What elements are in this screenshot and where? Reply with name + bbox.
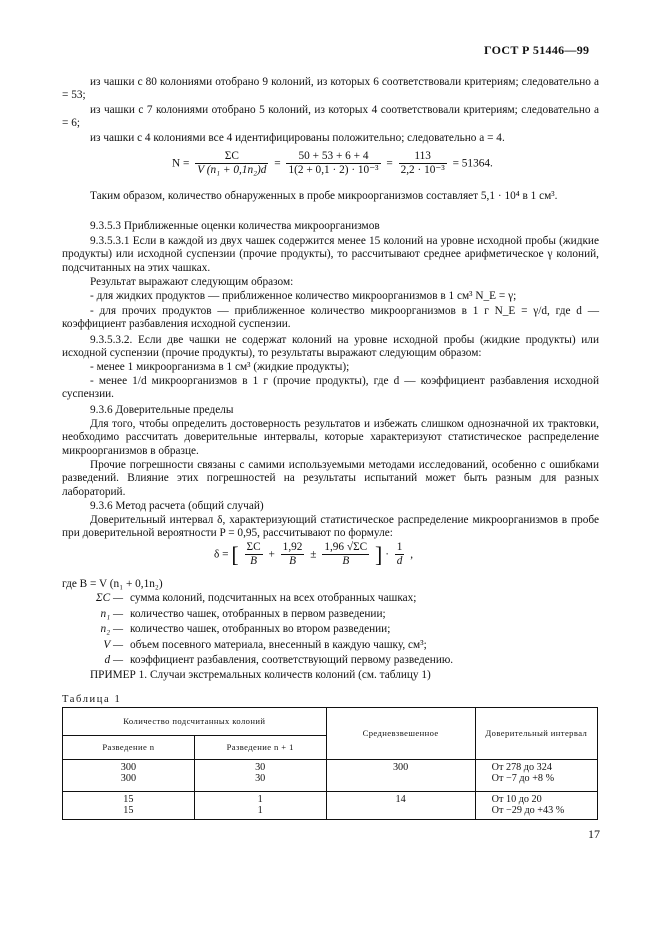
table-cell: 300 [326,760,475,792]
definition-row: V — объем посевного материала, внесенный в каждую чашку, см³; [103,638,427,651]
paragraph: Для того, чтобы определить достоверность результатов и избежать слишком однозначной их трактовки, необходимо рассчитать доверительные интервалы, которые характеризуют статистическое распределение микроорганизмов в образце. [62,418,599,457]
table-cell: 30 30 [194,760,326,792]
table-row [63,792,598,820]
document-header: ГОСТ Р 51446—99 [484,43,590,57]
fraction: $\frac{\Sigma C}{\text{V (n₁ + 0,1n₂)d}}$ [197,150,267,177]
section-heading: 9.3.6 Доверительные пределы [90,404,234,416]
formula-where: где B = V (n₁ + 0,1n₂) [62,578,163,590]
table-cell: От 10 до 20 От −29 до +43 % [475,792,597,820]
paragraph: Прочие погрешности связаны с самими используемыми методами исследований, особенно с ошибками разведений. Влияние этих погрешностей на результаты испытаний может быть разным для разных лабораторий. [62,459,599,498]
list-item: - для жидких продуктов — приближенное количество микроорганизмов в 1 см³ N_E = γ; [90,290,517,302]
definition-row: ΣC — сумма колоний, подсчитанных на всех отобранных чашках; [95,592,417,604]
paragraph: из чашки с 80 колониями отобрано 9 колоний, из которых 6 соответствовали критериям; следовательно a = 53; [62,76,599,102]
table-header: Разведение n + 1 [194,736,326,760]
example-label: ПРИМЕР 1. Случаи экстремальных количеств колоний (см. таблицу 1) [90,669,431,681]
table-cell: 15 15 [63,792,195,820]
formula-lhs: N = [172,157,190,170]
table-caption: Таблица 1 [62,694,122,705]
table-header: Доверительный интервал [475,708,597,760]
table-cell: 300 300 [63,760,195,792]
paragraph: Доверительный интервал δ, характеризующий статистическое распределение микроорганизмов в пробе при доверительной вероятности P = 0,95, рассчитывают по формуле: [62,514,599,540]
table-cell: 14 [326,792,475,820]
table-row [63,760,598,792]
definition-row: d — коэффициент разбавления, соответствующий первому разведению. [104,654,454,667]
list-item: - для прочих продуктов — приближенное количество микроорганизмов в 1 г N_E = γ/d, где d — коэффициент разбавления исходной суспензии. [62,305,599,331]
table-cell: От 278 до 324 От −7 до +8 % [475,760,597,792]
formula-result: = 51364. [452,157,493,170]
table-header-group: Количество подсчитанных колоний [63,708,327,736]
formula-lhs: δ = [214,548,229,561]
fraction: $\frac{1,92}{B}$ [282,541,303,568]
definition-row: n₂ — количество чашек, отобранных во втором разведении; [100,623,391,636]
paragraph: Таким образом, количество обнаруженных в пробе микроорганизмов составляет 5,1 · 10⁴ в 1 см³. [90,190,558,202]
formula-delta: δ = [ $\frac{\Sigma C}{B}$ + $\frac{1,92}{B}$ ± $\frac{1,96 √\Sigma C}{B}$ ] · $\frac{1}{d}$ , [214,541,414,568]
formula-n: N = $\frac{\Sigma C}{\text{V (n₁ + 0,1n₂)d}}$ = $\frac{50 + 53 + 6 + 4}{\text{1(2 + 0,1 · 2) · 10⁻³}}$ = $\frac{113}{\text{2,2 · 10⁻³}}$ = 51364. [172,150,493,177]
data-table [62,707,598,820]
table-header: Средневзвешенное [326,708,475,760]
section-heading: 9.3.5.3 Приближенные оценки количества микроорганизмов [90,220,380,232]
paragraph: 9.3.5.3.1 Если в каждой из двух чашек содержится менее 15 колоний на уровне исходной пробы (жидкие продукты) или исходной суспензии (прочие продукты), то рассчитывают среднее арифметическое γ колоний, подсчитанных на этих чашках. [62,235,599,274]
list-item: - менее 1 микроорганизма в 1 см³ (жидкие продукты); [90,361,350,373]
paragraph: 9.3.5.3.2. Если две чашки не содержат колоний на уровне исходной пробы (жидкие продукты) или исходной суспензии (прочие продукты), то результаты выражают следующим образом: [62,334,599,360]
list-item: - менее 1/d микроорганизмов в 1 г (прочие продукты), где d — коэффициент разбавления исходной суспензии. [62,375,599,401]
paragraph: Результат выражают следующим образом: [90,276,294,288]
table-cell: 1 1 [194,792,326,820]
fraction: $\frac{50 + 53 + 6 + 4}{\text{1(2 + 0,1 · 2) · 10⁻³}}$ [288,150,379,177]
paragraph: из чашки с 7 колониями отобрано 5 колоний, из которых 4 соответствовали критериям; следовательно a = 6; [62,104,599,130]
section-heading: 9.3.6 Метод расчета (общий случай) [90,500,264,512]
paragraph: из чашки с 4 колониями все 4 идентифицированы положительно; следовательно a = 4. [90,132,505,144]
definition-list [62,592,599,670]
fraction: $\frac{\Sigma C}{B}$ [246,541,261,568]
fraction: $\frac{113}{\text{2,2 · 10⁻³}}$ [400,150,445,177]
fraction: $\frac{1}{d}$ [396,541,403,568]
fraction: $\frac{1,96 √\Sigma C}{B}$ [324,541,368,568]
table-header: Разведение n [63,736,195,760]
definition-row: n₁ — количество чашек, отобранных в первом разведении; [100,607,386,620]
page-number: 17 [588,827,600,841]
